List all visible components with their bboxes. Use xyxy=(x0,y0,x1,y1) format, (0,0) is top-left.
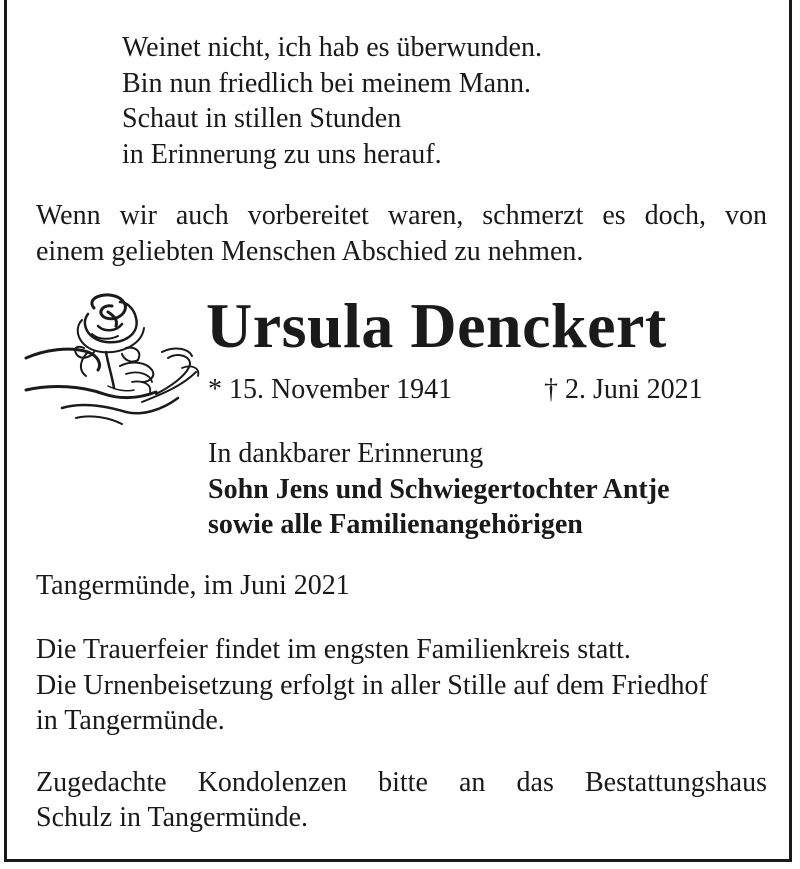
memory-line: In dankbarer Erinnerung xyxy=(208,438,484,469)
death-date: † 2. Juni 2021 xyxy=(544,374,703,405)
intro-line-2: einem geliebten Menschen Abschied zu nehmen. xyxy=(36,236,584,267)
place-date: Tangermünde, im Juni 2021 xyxy=(36,570,350,601)
rose-in-hands-icon xyxy=(22,290,202,435)
mourners-line-1: Sohn Jens und Schwiegertochter Antje xyxy=(208,474,670,505)
deceased-name: Ursula Denckert xyxy=(206,290,667,361)
poem-line-3: Schaut in stillen Stunden xyxy=(122,103,402,134)
poem-line-4: in Erinnerung zu uns herauf. xyxy=(122,139,442,170)
poem-line-1: Weinet nicht, ich hab es überwunden. xyxy=(122,32,542,63)
condolences-line-1: Zugedachte Kondolenzen bitte an das Bestattungshaus xyxy=(36,767,767,798)
ceremony-line-2: Die Urnenbeisetzung erfolgt in aller Stille auf dem Friedhof xyxy=(36,670,708,701)
condolences-line-2: Schulz in Tangermünde. xyxy=(36,802,309,833)
poem-line-2: Bin nun friedlich bei meinem Mann. xyxy=(122,68,532,99)
ceremony-line-1: Die Trauerfeier findet im engsten Familienkreis statt. xyxy=(36,634,631,665)
mourners-line-2: sowie alle Familienangehörigen xyxy=(208,509,583,540)
ceremony-line-3: in Tangermünde. xyxy=(36,705,225,736)
birth-date: * 15. November 1941 xyxy=(208,374,453,405)
intro-line-1: Wenn wir auch vorbereitet waren, schmerzt es doch, von xyxy=(36,200,767,231)
